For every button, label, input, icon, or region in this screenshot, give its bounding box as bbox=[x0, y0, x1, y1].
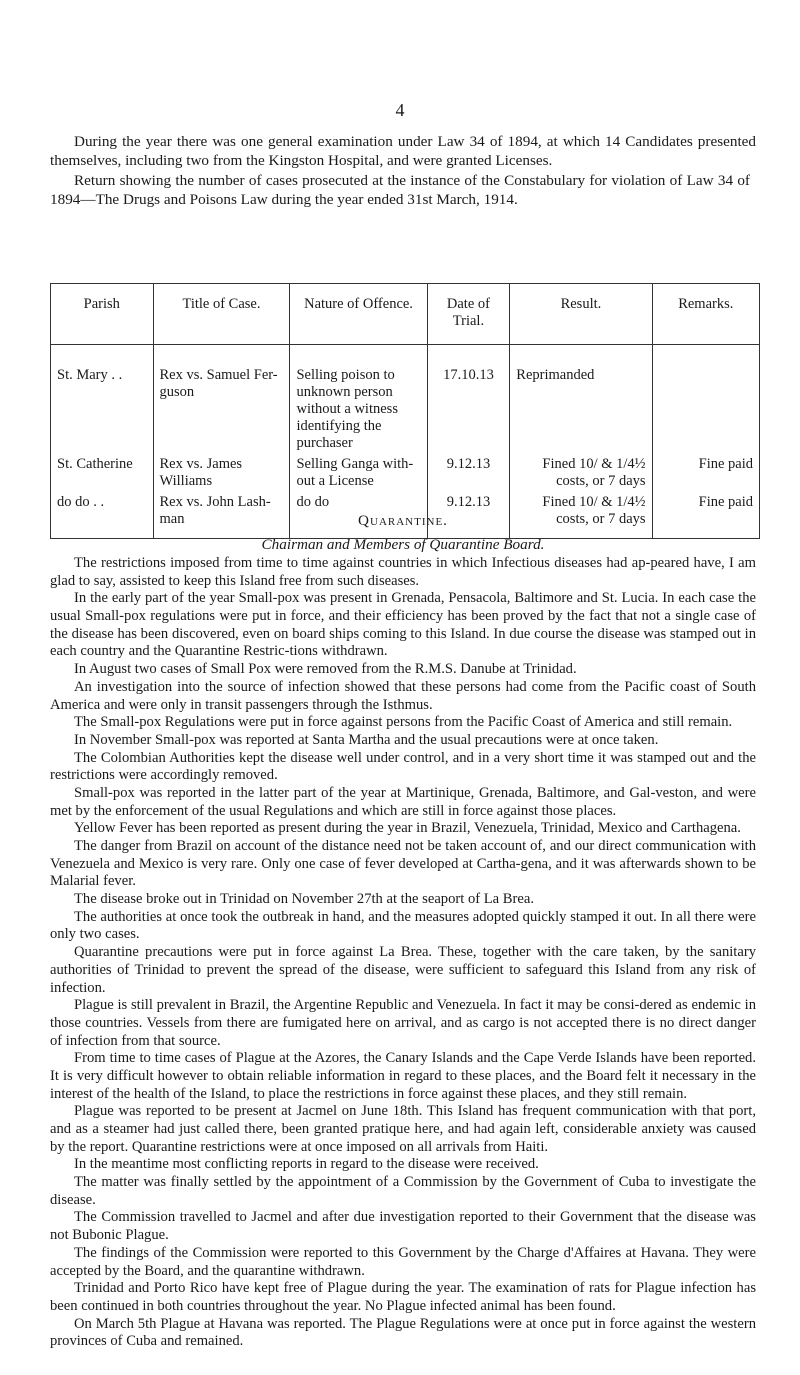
table-caption: Return showing the number of cases prosecuted at the instance of the Constabulary for violation of Law 34 of 1894—The Drugs and Poisons Law during the year ended 31st March, 1914. bbox=[50, 172, 750, 208]
paragraph: Quarantine precautions were put in force against La Brea. These, together with the care taken, by the sanitary authorities of Trinidad to prevent the spread of the disease, were sufficient to safeguard this Island from any risk of infection. bbox=[50, 944, 756, 996]
paragraph: The Commission travelled to Jacmel and after due investigation reported to their Government that the disease was not Bubonic Plague. bbox=[50, 1209, 756, 1244]
cell-parish: St. Catherine bbox=[51, 454, 154, 492]
cell-parish: do do . . bbox=[51, 492, 154, 539]
cell-result: Fined 10/ & 1/4½ costs, or 7 days bbox=[510, 492, 652, 539]
header-title-of-case: Title of Case. bbox=[153, 284, 290, 345]
paragraph: From time to time cases of Plague at the Azores, the Canary Islands and the Cape Verde Islands have been reported. It is very difficult however to obtain reliable information in regard to these places, and the Board felt it necessary in the interest of the health of the Island, to place the restrictions in force against these places, and they still remain. bbox=[50, 1050, 756, 1102]
paragraph: The findings of the Commission were reported to this Government by the Charge d'Affaires at Havana. They were accepted by the Board, and the quarantine withdrawn. bbox=[50, 1244, 756, 1279]
table-row bbox=[51, 345, 760, 455]
paragraph: Small-pox was reported in the latter part of the year at Martinique, Grenada, Baltimore, and Gal-veston, and were met by the enforcement of the usual Regulations and which are still in force against those places. bbox=[50, 784, 756, 819]
paragraph: The danger from Brazil on account of the distance need not be taken account of, and our direct communication with Venezuela and Mexico is very rare. Only one case of fever developed at Cartha-gena, and it was afterwards shown to be Malarial fever. bbox=[50, 838, 756, 890]
header-nature-of-offence: Nature of Offence. bbox=[290, 284, 427, 345]
cell-remarks: Fine paid bbox=[652, 492, 759, 539]
cell-remarks bbox=[652, 345, 759, 455]
paragraph: The restrictions imposed from time to time against countries in which Infectious diseases had ap-peared have, I am glad to say, assisted to keep this Island free from such diseases. bbox=[50, 555, 756, 589]
quarantine-body-text bbox=[50, 555, 756, 1351]
prosecution-return-table bbox=[50, 283, 760, 539]
cell-date: 9.12.13 bbox=[427, 454, 510, 492]
paragraph: The disease broke out in Trinidad on November 27th at the seaport of La Brea. bbox=[74, 891, 534, 908]
cell-offence: do do bbox=[290, 492, 427, 539]
header-result: Result. bbox=[510, 284, 652, 345]
table-row bbox=[51, 454, 760, 492]
cell-title: Rex vs. John Lash-man bbox=[153, 492, 290, 539]
paragraph: The authorities at once took the outbreak in hand, and the measures adopted quickly stamped it out. In all there were only two cases. bbox=[50, 908, 756, 943]
cell-title: Rex vs. James Williams bbox=[153, 454, 290, 492]
cell-result: Reprimanded bbox=[510, 345, 652, 455]
cell-date: 9.12.13 bbox=[427, 492, 510, 539]
paragraph: On March 5th Plague at Havana was reported. The Plague Regulations were at once put in force against the western provinces of Cuba and remained. bbox=[50, 1315, 756, 1350]
paragraph: The matter was finally settled by the appointment of a Commission by the Government of Cuba to investigate the disease. bbox=[50, 1174, 756, 1208]
paragraph: An investigation into the source of infection showed that these persons had come from the Pacific coast of South America and were only in transit passengers through the Isthmus. bbox=[50, 678, 756, 713]
paragraph: Trinidad and Porto Rico have kept free of Plague during the year. The examination of rats for Plague infection has been continued in both countries throughout the year. No Plague infected animal has been found. bbox=[50, 1280, 756, 1314]
header-remarks: Remarks. bbox=[652, 284, 759, 345]
paragraph: The Colombian Authorities kept the disease well under control, and in a very short time it was stamped out and the restrictions were accordingly removed. bbox=[50, 749, 756, 784]
cell-date: 17.10.13 bbox=[427, 345, 510, 455]
cell-offence: Selling poison to unknown person without a witness identifying the purchaser bbox=[290, 345, 427, 455]
header-parish: Parish bbox=[51, 284, 154, 345]
table-header-row bbox=[51, 284, 760, 345]
cell-offence: Selling Ganga with-out a License bbox=[290, 454, 427, 492]
cell-title: Rex vs. Samuel Fer-guson bbox=[153, 345, 290, 455]
paragraph: In the early part of the year Small-pox was present in Grenada, Pensacola, Baltimore and St. Lucia. In each case the usual Small-pox regulations were put in force, and their efficiency has been proved by the fact that not a single case of the disease has been discovered, even on board ships coming to this Island. In due course the disease was stamped out in each country and the Quarantine Restric-tions withdrawn. bbox=[50, 590, 756, 660]
paragraph: In November Small-pox was reported at Santa Martha and the usual precautions were at once taken. bbox=[74, 731, 659, 748]
cell-result: Fined 10/ & 1/4½ costs, or 7 days bbox=[510, 454, 652, 492]
paragraph: The Small-pox Regulations were put in force against persons from the Pacific Coast of America and still remain. bbox=[74, 714, 733, 731]
intro-paragraph: During the year there was one general examination under Law 34 of 1894, at which 14 Candidates presented themselves, including two from the Kingston Hospital, and were granted Licenses. bbox=[50, 133, 756, 169]
paragraph: In the meantime most conflicting reports in regard to the disease were received. bbox=[74, 1156, 539, 1173]
header-date-of-trial: Date of Trial. bbox=[427, 284, 510, 345]
cell-parish: St. Mary . . bbox=[51, 345, 154, 455]
cell-remarks: Fine paid bbox=[652, 454, 759, 492]
paragraph: Plague was reported to be present at Jacmel on June 18th. This Island has frequent communication with that port, and as a steamer had just called there, been granted pratique here, and had again left, considerable anxiety was caused by the report. Quarantine restrictions were at once imposed on all arrivals from Haiti. bbox=[50, 1103, 756, 1155]
page-number: 4 bbox=[395, 100, 405, 120]
paragraph: Yellow Fever has been reported as present during the year in Brazil, Venezuela, Trinidad, Mexico and Carthagena. bbox=[74, 820, 741, 837]
section-title: Quarantine. bbox=[358, 512, 448, 529]
section-subtitle: Chairman and Members of Quarantine Board. bbox=[261, 536, 545, 553]
paragraph: Plague is still prevalent in Brazil, the Argentine Republic and Venezuela. In fact it may be consi-dered as endemic in those countries. Vessels from there are fumigated here on arrival, and as cargo is not accepted there is no direct danger of infection from that source. bbox=[50, 997, 756, 1049]
paragraph: In August two cases of Small Pox were removed from the R.M.S. Danube at Trinidad. bbox=[74, 661, 577, 678]
